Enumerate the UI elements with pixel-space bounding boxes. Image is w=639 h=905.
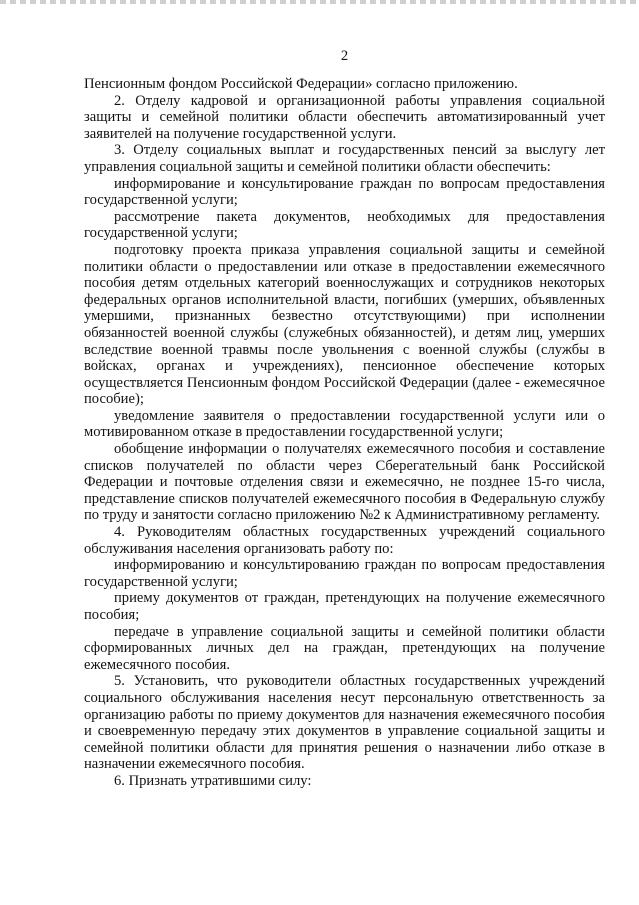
paragraph-notification: уведомление заявителя о предоставлении государственной услуги или о мотивированном отказе в предоставлении государственной услуги;: [84, 407, 605, 441]
paragraph-item-3: 3. Отделу социальных выплат и государственных пенсий за выслугу лет управления социальной защиты и семейной политики области обеспечить:: [84, 142, 605, 175]
paragraph-item-2: 2. Отделу кадровой и организационной работы управления социальной защиты и семейной политики области обеспечить автоматизированный учет заявителей на получение государственной услуги.: [84, 92, 605, 142]
document-body: [84, 76, 605, 790]
paragraph-summary: обобщение информации о получателях ежемесячного пособия и составление списков получателей по области через Сберегательный банк Российской Федерации и почтовые отделения связи и ежемесячно, не позднее 15-го числа, представление списков получателей ежемесячного пособия в Федеральную службу по труду и занятости согласно приложению №2 к Административному регламенту.: [84, 441, 605, 524]
paragraph-item-6: 6. Признать утратившими силу:: [114, 772, 312, 789]
paragraph-item-5: 5. Установить, что руководители областных государственных учреждений социального обслуживания населения несут персональную ответственность за организацию работы по приему документов для назначения ежемесячного пособия и своевременную передачу этих документов в управление социальной защиты и семейной политики области для принятия решения о назначении либо отказе в назначении ежемесячного пособия.: [84, 673, 605, 773]
paragraph-order-draft: подготовку проекта приказа управления социальной защиты и семейной политики области о предоставлении или отказе в предоставлении ежемесячного пособия детям отдельных категорий военнослужащих и сотрудников некоторых федеральных органов исполнительной власти, погибших (умерших, объявленных умершими, признанных безвестно отсутствующими) при исполнении обязанностей военной службы (служебных обязанностей), и детям лиц, умерших вследствие военной травмы после увольнения с военной службы (службы в войсках, органах и учреждениях), пенсионное обеспечение которых осуществляется Пенсионным фондом Российской Федерации (далее - ежемесячное пособие);: [84, 241, 605, 408]
paragraph-item-4: 4. Руководителям областных государственных учреждений социального обслуживания населения организовать работу по:: [84, 524, 605, 557]
paragraph-informing-2: информированию и консультированию граждан по вопросам предоставления государственной услуги;: [84, 557, 605, 590]
paragraph-continuation: Пенсионным фондом Российской Федерации» согласно приложению.: [84, 76, 518, 92]
scan-edge: [0, 0, 639, 4]
paragraph-informing: информирование и консультирование граждан по вопросам предоставления государственной услуги;: [84, 175, 605, 209]
page-number: 2: [340, 48, 349, 64]
paragraph-review: рассмотрение пакета документов, необходимых для предоставления государственной услуги;: [84, 208, 605, 242]
paragraph-reception: приему документов от граждан, претендующих на получение ежемесячного пособия;: [84, 590, 605, 623]
paragraph-transfer: передаче в управление социальной защиты и семейной политики области сформированных личных дел на граждан, претендующих на получение ежемесячного пособия.: [84, 623, 605, 673]
